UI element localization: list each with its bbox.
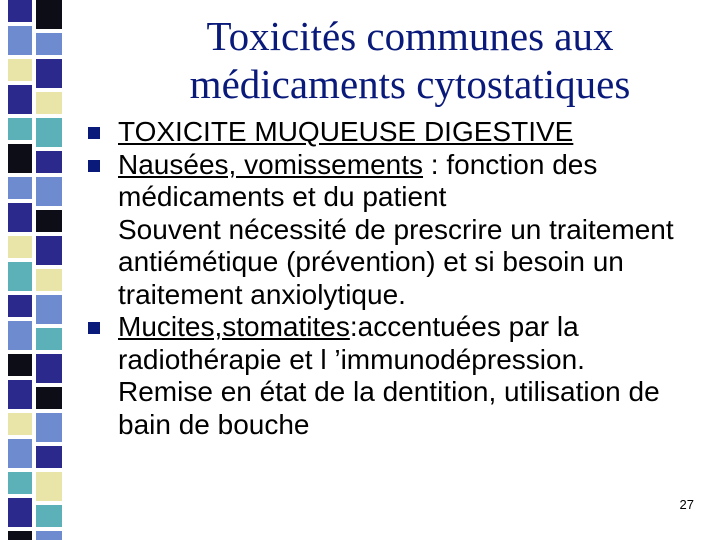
strip-block [8,59,32,81]
list-item [80,311,710,441]
strip-block [36,472,62,501]
strip-block [36,118,62,147]
item-extra-line: Souvent nécessité de prescrire un traitement antiémétique (prévention) et si besoin un traitement anxiolytique. [118,213,674,310]
strip-block [36,33,62,55]
slide-title [150,12,670,108]
strip-block [36,269,62,291]
strip-block [36,413,62,442]
strip-block [8,85,32,114]
strip-block [36,236,62,265]
strip-block [8,321,32,350]
strip-block [8,177,32,199]
strip-block [36,295,62,324]
strip-block [36,92,62,114]
strip-block [8,439,32,468]
item-text: :accentuées par la radiothérapie et l ’immunodépression. [118,311,585,375]
strip-block [8,380,32,409]
item-heading: Mucites,stomatites [118,311,350,342]
strip-block [36,505,62,527]
strip-block [36,531,62,540]
bullet-list [80,116,710,441]
decorative-color-strip [0,0,70,540]
list-item [80,149,710,312]
strip-block [8,413,32,435]
title-line-1: Toxicités communes aux [206,13,614,59]
strip-block [8,531,32,540]
strip-block [8,203,32,232]
strip-block [36,177,62,206]
strip-block [8,0,32,22]
strip-block [36,59,62,88]
strip-block [8,295,32,317]
strip-block [8,472,32,494]
strip-block [8,26,32,55]
item-heading: Nausées, vomissements [118,148,424,180]
item-text: : fonction des médicaments et du patient [118,148,598,212]
strip-block [36,328,62,350]
square-bullet-icon [88,160,100,172]
strip-block [8,144,32,173]
strip-block [36,151,62,173]
strip-block [8,354,32,376]
strip-block [36,387,62,409]
strip-block [8,262,32,291]
square-bullet-icon [88,127,100,139]
page-number: 27 [679,497,694,512]
square-bullet-icon [88,322,100,334]
strip-block [8,498,32,527]
strip-block [36,354,62,383]
strip-block [36,210,62,232]
strip-block [36,0,62,29]
item-extra-line: Remise en état de la dentition, utilisation de bain de bouche [118,376,660,440]
strip-block [36,446,62,468]
title-line-2: médicaments cytostatiques [189,61,631,107]
item-heading: TOXICITE MUQUEUSE DIGESTIVE [118,116,574,147]
list-item [80,116,710,149]
strip-block [8,236,32,258]
strip-block [8,118,32,140]
